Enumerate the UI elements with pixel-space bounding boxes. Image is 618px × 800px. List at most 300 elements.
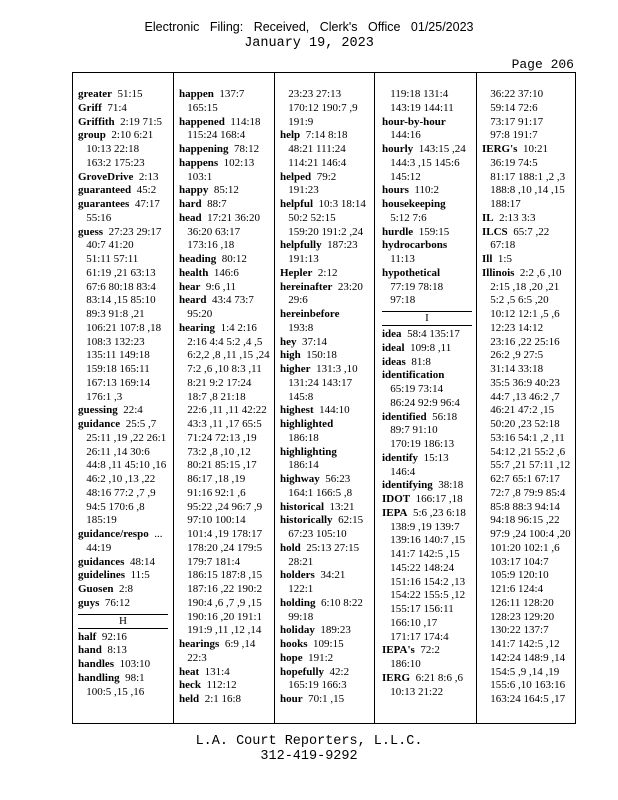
index-entry: identified 56:18 [382,410,458,423]
index-entry: hold 25:13 27:15 [280,541,360,554]
index-entry: 187:16 ,22 190:2 [179,583,263,595]
index-entry: 6:2,2 ,8 ,11 ,15 ,24 [179,349,270,362]
index-entry: 44:8 ,11 45:10 ,16 [78,459,167,472]
index-entry: 143:19 144:11 [382,101,454,114]
index-entry: 46:21 47:2 ,15 [482,404,555,417]
index-entry: historical 13:21 [280,500,355,513]
index-headword: health [179,266,209,279]
index-entry: 46:2 ,10 ,13 ,22 [78,473,156,485]
index-entry: 89:7 91:10 [382,424,438,437]
index-entry: high 150:18 [280,349,337,362]
index-entry: IL 2:13 3:3 [482,211,536,224]
index-headword: hopefully [280,665,325,678]
index-entry: 142:24 148:9 ,14 [482,651,566,664]
index-headword: hydrocarbons [382,239,448,252]
index-headword: Griffith [78,115,115,128]
index-entry: 97:8 191:7 [482,129,538,142]
index-entry: 100:5 ,15 ,16 [78,685,145,698]
index-headword: hourly [382,143,414,155]
index-entry: 193:8 [280,321,314,334]
index-entry: 115:24 168:4 [179,129,246,142]
index-headword: hold [280,541,301,554]
index-headword: guess [78,225,104,238]
index-headword: greater [78,88,112,100]
index-entry: Guosen 2:8 [78,583,134,595]
index-headword: hour-by-hour [382,115,446,128]
index-entry: 7:2 ,6 ,10 8:3 ,11 [179,363,262,375]
index-headword: GroveDrive [78,170,134,183]
index-headword: identification [382,369,445,382]
index-entry: 35:5 36:9 40:23 [482,376,560,389]
index-entry: 29:6 [280,294,308,307]
index-entry: 8:21 9:2 17:24 [179,376,252,389]
index-entry: 53:16 54:1 ,2 ,11 [482,431,565,444]
index-entry: 106:21 107:8 ,18 [78,321,162,334]
index-entry: 146:4 [382,465,416,478]
index-headword: happened [179,115,225,128]
index-entry: guarantees 47:17 [78,198,160,210]
index-entry: 43:3 ,11 ,17 65:5 [179,418,262,430]
index-headword: heading [179,253,217,265]
index-entry: 154:5 ,9 ,14 ,19 [482,665,560,678]
index-headword: guessing [78,404,118,417]
index-headword: half [78,630,97,643]
index-entry: ideal 109:8 ,11 [382,341,452,354]
index-headword: hard [179,198,202,210]
index-headword: happen [179,88,214,100]
index-entry: handles 103:10 [78,658,151,670]
index-entry: guys 76:12 [78,596,130,609]
index-entry: 61:19 ,21 63:13 [78,266,156,279]
index-column-2 [179,88,271,707]
index-entry: 185:19 [78,514,117,527]
index-headword: happy [179,184,209,197]
index-entry: 95:22 ,24 96:7 ,9 [179,500,263,513]
index-entry: GroveDrive 2:13 [78,170,159,183]
index-entry [280,308,372,322]
index-entry: happen 137:7 [179,88,245,100]
index-headword: Ill [482,253,493,265]
index-entry: IEPA 5:6 ,23 6:18 [382,506,466,519]
index-headword: hereinafter [280,280,333,293]
index-entry: heard 43:4 73:7 [179,294,254,307]
index-entry: 10:13 21:22 [382,685,444,698]
index-entry: 67:6 80:18 83:4 [78,280,156,293]
index-entry: 22:3 [179,651,207,664]
index-headword: guidances [78,555,125,568]
index-headword: guys [78,596,100,609]
index-entry: 155:17 156:11 [382,603,454,615]
index-entry: guess 27:23 29:17 [78,225,162,238]
index-entry: 67:23 105:10 [280,528,347,540]
index-entry: hour 70:1 ,15 [280,693,345,705]
footer-phone: 312-419-9292 [260,749,358,764]
index-column-1 [78,88,170,699]
index-headword: heat [179,665,200,678]
index-headword: holiday [280,624,315,637]
index-entry: 126:11 128:20 [482,596,554,609]
index-headword: identifying [382,479,433,492]
index-entry: highway 56:23 [280,473,351,485]
index-entry: holders 34:21 [280,569,346,582]
index-headword: Guosen [78,583,114,595]
index-entry: 94:5 170:6 ,8 [78,500,145,513]
index-headword: guidance/respo [78,528,149,540]
index-headword: highest [280,404,314,417]
index-entry: happy 85:12 [179,184,239,197]
index-entry: 99:18 [280,610,314,623]
index-entry: 54:12 ,21 55:2 ,6 [482,445,566,458]
index-entry: 128:23 129:20 [482,610,555,623]
index-entry: 159:20 191:2 ,24 [280,225,364,238]
index-headword: high [280,349,301,362]
page-number: Page 206 [511,57,574,72]
index-entry: 165:15 [179,101,218,114]
index-headword: historical [280,500,324,513]
index-entry: 25:11 ,19 ,22 26:1 [78,431,167,444]
index-entry: 122:1 [280,583,314,595]
index-entry: 97:10 100:14 [179,514,246,527]
index-entry: 18:7 ,8 21:18 [179,390,246,403]
index-entry: 10:13 22:18 [78,143,140,155]
index-entry: 62:7 65:1 67:17 [482,473,560,485]
index-headword: Griff [78,101,102,114]
index-headword: held [179,693,200,705]
index-entry [382,267,474,281]
index-entry: happens 102:13 [179,156,255,169]
index-column-3 [280,88,372,707]
index-entry: hearing 1:4 2:16 [179,321,257,334]
index-entry: 73:17 91:17 [482,115,544,128]
index-entry: ILCS 65:7 ,22 [482,225,550,238]
index-entry: happened 114:18 [179,115,261,128]
index-entry: 105:9 120:10 [482,569,549,582]
index-entry: guaranteed 45:2 [78,184,157,197]
index-entry: 114:21 146:4 [280,156,347,169]
index-entry: ideas 81:8 [382,355,431,368]
index-entry: 119:18 131:4 [382,88,449,100]
index-entry: 44:7 ,13 46:2 ,7 [482,390,560,403]
index-entry: 55:7 ,21 57:11 ,12 [482,459,571,472]
index-headword: IERG [382,671,411,684]
index-entry: 190:16 ,20 191:1 [179,610,263,623]
index-headword: hooks [280,638,308,650]
index-headword: Illinois [482,266,515,279]
index-entry: head 17:21 36:20 [179,211,260,224]
index-entry: Griff 71:4 [78,101,127,114]
index-entry: Illinois 2:2 ,6 ,10 [482,266,562,279]
index-entry: 164:1 166:5 ,8 [280,486,353,499]
index-entry: hard 88:7 [179,198,227,210]
index-entry: 48:16 77:2 ,7 ,9 [78,486,156,499]
index-entry: 44:19 [78,541,112,554]
index-entry: IEPA's 72:2 [382,644,440,657]
index-entry: 55:16 [78,211,112,224]
index-entry: greater 51:15 [78,88,143,100]
transcript-date: January 19, 2023 [244,36,374,51]
index-entry: 173:16 ,18 [179,239,235,252]
index-entry: 5:2 ,5 6:5 ,20 [482,294,549,307]
index-entry: 81:17 188:1 ,2 ,3 [482,170,566,183]
index-headword: handling [78,671,120,684]
index-headword: highway [280,473,320,485]
index-entry: 50:20 ,23 52:18 [482,418,560,430]
index-entry: 22:6 ,11 ,11 42:22 [179,404,267,417]
index-headword: IEPA's [382,644,415,657]
index-entry: health 146:6 [179,266,239,279]
index-entry: 11:13 [382,253,415,265]
index-headword: identified [382,410,427,423]
index-entry: 159:18 165:11 [78,363,150,375]
index-headword: hurdle [382,225,414,238]
index-entry: guidelines 11:5 [78,569,150,582]
index-entry: 121:6 124:4 [482,583,544,595]
index-entry: 191:9 [280,115,314,128]
index-entry: 163:24 164:5 ,17 [482,693,566,705]
index-headword: Hepler [280,266,313,279]
index-entry [382,369,474,383]
index-entry: 190:4 ,6 ,7 ,9 ,15 [179,596,262,609]
index-headword: identify [382,451,419,464]
index-entry: 131:24 143:17 [280,376,353,389]
index-entry: 5:12 7:6 [382,211,427,224]
index-entry: 141:7 142:5 ,15 [382,548,460,560]
index-headword: idea [382,328,402,340]
index-entry: 145:8 [280,390,314,403]
index-entry: 77:19 78:18 [382,280,444,293]
index-entry: 145:12 [382,170,421,183]
filing-stamp: Electronic Filing: Received, Clerk's Office 01/25/2023 [144,20,474,34]
index-entry: 167:13 169:14 [78,376,151,389]
index-entry: highest 144:10 [280,404,350,417]
index-entry: 186:10 [382,658,421,670]
index-entry: holding 6:10 8:22 [280,596,363,609]
index-entry: 28:21 [280,555,314,568]
footer-company: L.A. Court Reporters, L.L.C. [195,734,423,749]
index-entry: 191:13 [280,253,319,265]
index-entry: 101:4 ,19 178:17 [179,528,263,540]
index-entry: 154:22 155:5 ,12 [382,589,466,602]
index-headword: higher [280,363,311,375]
index-entry: guidance 25:5 ,7 [78,418,157,430]
index-entry: 36:20 63:17 [179,225,241,238]
index-entry [280,418,372,432]
index-column-4 [382,88,474,699]
index-entry: IERG's 10:21 [482,143,549,155]
index-entry: hope 191:2 [280,651,334,664]
index-entry: heck 112:12 [179,679,237,692]
index-headword: ILCS [482,225,508,238]
index-headword: IEPA [382,506,408,519]
index-column-5 [482,88,574,707]
index-entry [382,198,474,212]
index-headword: holders [280,569,315,582]
index-entry: 138:9 ,19 139:7 [382,520,460,533]
index-headword: handles [78,658,115,670]
index-entry: 141:7 142:5 ,12 [482,638,560,650]
index-entry: 186:15 187:8 ,15 [179,569,263,582]
index-headword: hearings [179,638,220,650]
index-entry: held 2:1 16:8 [179,693,242,705]
column-divider [374,73,375,723]
index-entry: idea 58:4 135:17 [382,328,460,340]
index-headword: highlighted [280,418,334,430]
index-entry: hereinafter 23:20 [280,280,363,293]
index-entry: 178:20 ,24 179:5 [179,541,263,554]
index-entry: helpfully 187:23 [280,239,358,252]
index-headword: guaranteed [78,184,132,197]
index-entry: 36:22 37:10 [482,88,544,100]
index-entry: 80:21 85:15 ,17 [179,459,257,472]
index-headword: heard [179,294,207,307]
index-entry: 23:16 ,22 25:16 [482,335,560,348]
index-entry: 36:19 74:5 [482,156,538,169]
index-entry: 101:20 102:1 ,6 [482,541,560,554]
index-entry: 144:16 [382,129,421,142]
index-entry [280,446,372,460]
index-headword: holding [280,596,316,609]
index-headword: hear [179,280,201,293]
index-headword: IDOT [382,493,411,505]
index-entry: Griffith 2:19 71:5 [78,115,163,128]
index-headword: happens [179,156,219,169]
index-headword: hours [382,184,409,197]
index-entry: 94:18 96:15 ,22 [482,514,560,527]
index-entry: 89:3 91:8 ,21 [78,308,145,320]
index-entry: 165:19 166:3 [280,679,347,692]
index-entry: 26:2 ,9 27:5 [482,349,544,362]
index-entry: 135:11 149:18 [78,349,150,362]
index-entry: hearings 6:9 ,14 [179,638,256,650]
index-entry: 176:1 ,3 [78,390,123,403]
index-entry: guessing 22:4 [78,404,143,417]
index-headword: housekeeping [382,198,446,210]
index-headword: happening [179,143,229,155]
index-headword: helpful [280,198,314,210]
word-index-box [72,72,576,724]
index-entry: 186:18 [280,431,319,444]
index-entry: 50:2 52:15 [280,211,336,224]
index-entry: 186:14 [280,459,319,472]
index-headword: guidelines [78,569,126,582]
index-entry: 108:3 132:23 [78,335,145,348]
index-entry: hand 8:13 [78,644,127,657]
index-entry: 31:14 33:18 [482,363,544,375]
index-entry: hey 37:14 [280,335,328,348]
index-entry: group 2:10 6:21 [78,129,154,142]
index-entry: 179:7 181:4 [179,555,241,568]
index-entry: 67:18 [482,239,516,252]
index-headword: hereinbefore [280,308,340,320]
index-entry: 59:14 72:6 [482,101,538,114]
index-entry [382,116,474,130]
index-entry: 10:12 12:1 ,5 ,6 [482,308,560,320]
index-entry: IERG 6:21 8:6 ,6 [382,671,463,684]
index-headword: heck [179,679,201,692]
index-entry: hourly 143:15 ,24 [382,143,466,155]
index-entry [382,239,474,253]
index-entry: 71:24 72:13 ,19 [179,431,257,444]
index-entry: 12:23 14:12 [482,321,544,334]
index-entry: identifying 38:18 [382,479,464,492]
index-entry: hurdle 159:15 [382,225,450,238]
index-entry: 86:24 92:9 96:4 [382,396,460,409]
index-entry: 170:12 190:7 ,9 [280,101,358,114]
index-headword: helped [280,170,312,183]
index-entry: 83:14 ,15 85:10 [78,294,156,307]
index-entry: 130:22 137:7 [482,624,549,637]
index-entry: 23:23 27:13 [280,88,342,100]
index-entry: 145:22 148:24 [382,561,455,574]
index-headword: IL [482,211,494,224]
index-headword: hearing [179,321,216,334]
index-entry: 151:16 154:2 ,13 [382,575,466,588]
index-entry: 95:20 [179,308,213,320]
index-entry: 191:23 [280,184,319,197]
index-headword: guidance [78,418,121,430]
index-entry: identify 15:13 [382,451,449,464]
index-entry: 40:7 41:20 [78,239,134,252]
index-entry: 72:7 ,8 79:9 85:4 [482,486,566,499]
column-divider [476,73,477,723]
index-entry: hopefully 42:2 [280,665,350,678]
index-headword: hey [280,335,297,348]
index-entry: helpful 10:3 18:14 [280,198,366,210]
index-entry: 86:17 ,18 ,19 [179,473,246,485]
index-entry: 163:2 175:23 [78,156,145,169]
index-entry: hear 9:6 ,11 [179,280,237,293]
index-entry: 155:6 ,10 163:16 [482,679,566,692]
index-entry: 170:19 186:13 [382,438,455,450]
index-entry: heat 131:4 [179,665,230,678]
index-headword: helpfully [280,239,322,252]
index-entry: 166:10 ,17 [382,616,438,629]
index-entry: 73:2 ,8 ,10 ,12 [179,445,251,458]
index-entry: 97:9 ,24 100:4 ,20 [482,528,571,540]
index-headword: ideas [382,355,406,368]
index-entry: IDOT 166:17 ,18 [382,493,463,505]
index-entry: 171:17 174:4 [382,630,449,643]
index-headword: IERG's [482,143,518,155]
index-headword: hypothetical [382,266,441,279]
index-entry: 2:15 ,18 ,20 ,21 [482,280,560,293]
index-entry: 188:17 [482,198,521,210]
index-headword: highlighting [280,445,337,458]
index-headword: head [179,211,202,224]
index-entry: higher 131:3 ,10 [280,363,358,375]
index-headword: hope [280,651,303,664]
index-entry: hooks 109:15 [280,638,344,650]
index-entry: help 7:14 8:18 [280,129,348,142]
index-entry: 191:9 ,11 ,12 ,14 [179,624,262,637]
index-entry: 48:21 111:24 [280,143,346,155]
index-entry: guidances 48:14 [78,555,156,568]
index-entry: 26:11 ,14 30:6 [78,445,150,458]
index-entry: helped 79:2 [280,170,337,183]
index-entry: 103:1 [179,170,213,183]
index-entry: 139:16 140:7 ,15 [382,534,466,547]
index-entry: 65:19 73:14 [382,383,444,395]
section-header-i: I [382,311,472,326]
index-entry: heading 80:12 [179,253,247,265]
index-headword: group [78,129,106,142]
index-headword: hour [280,693,303,705]
index-entry: 91:16 92:1 ,6 [179,486,246,499]
index-headword: ideal [382,341,405,354]
index-entry: half 92:16 [78,630,127,643]
index-headword: help [280,129,301,142]
section-header-h: H [78,614,168,629]
